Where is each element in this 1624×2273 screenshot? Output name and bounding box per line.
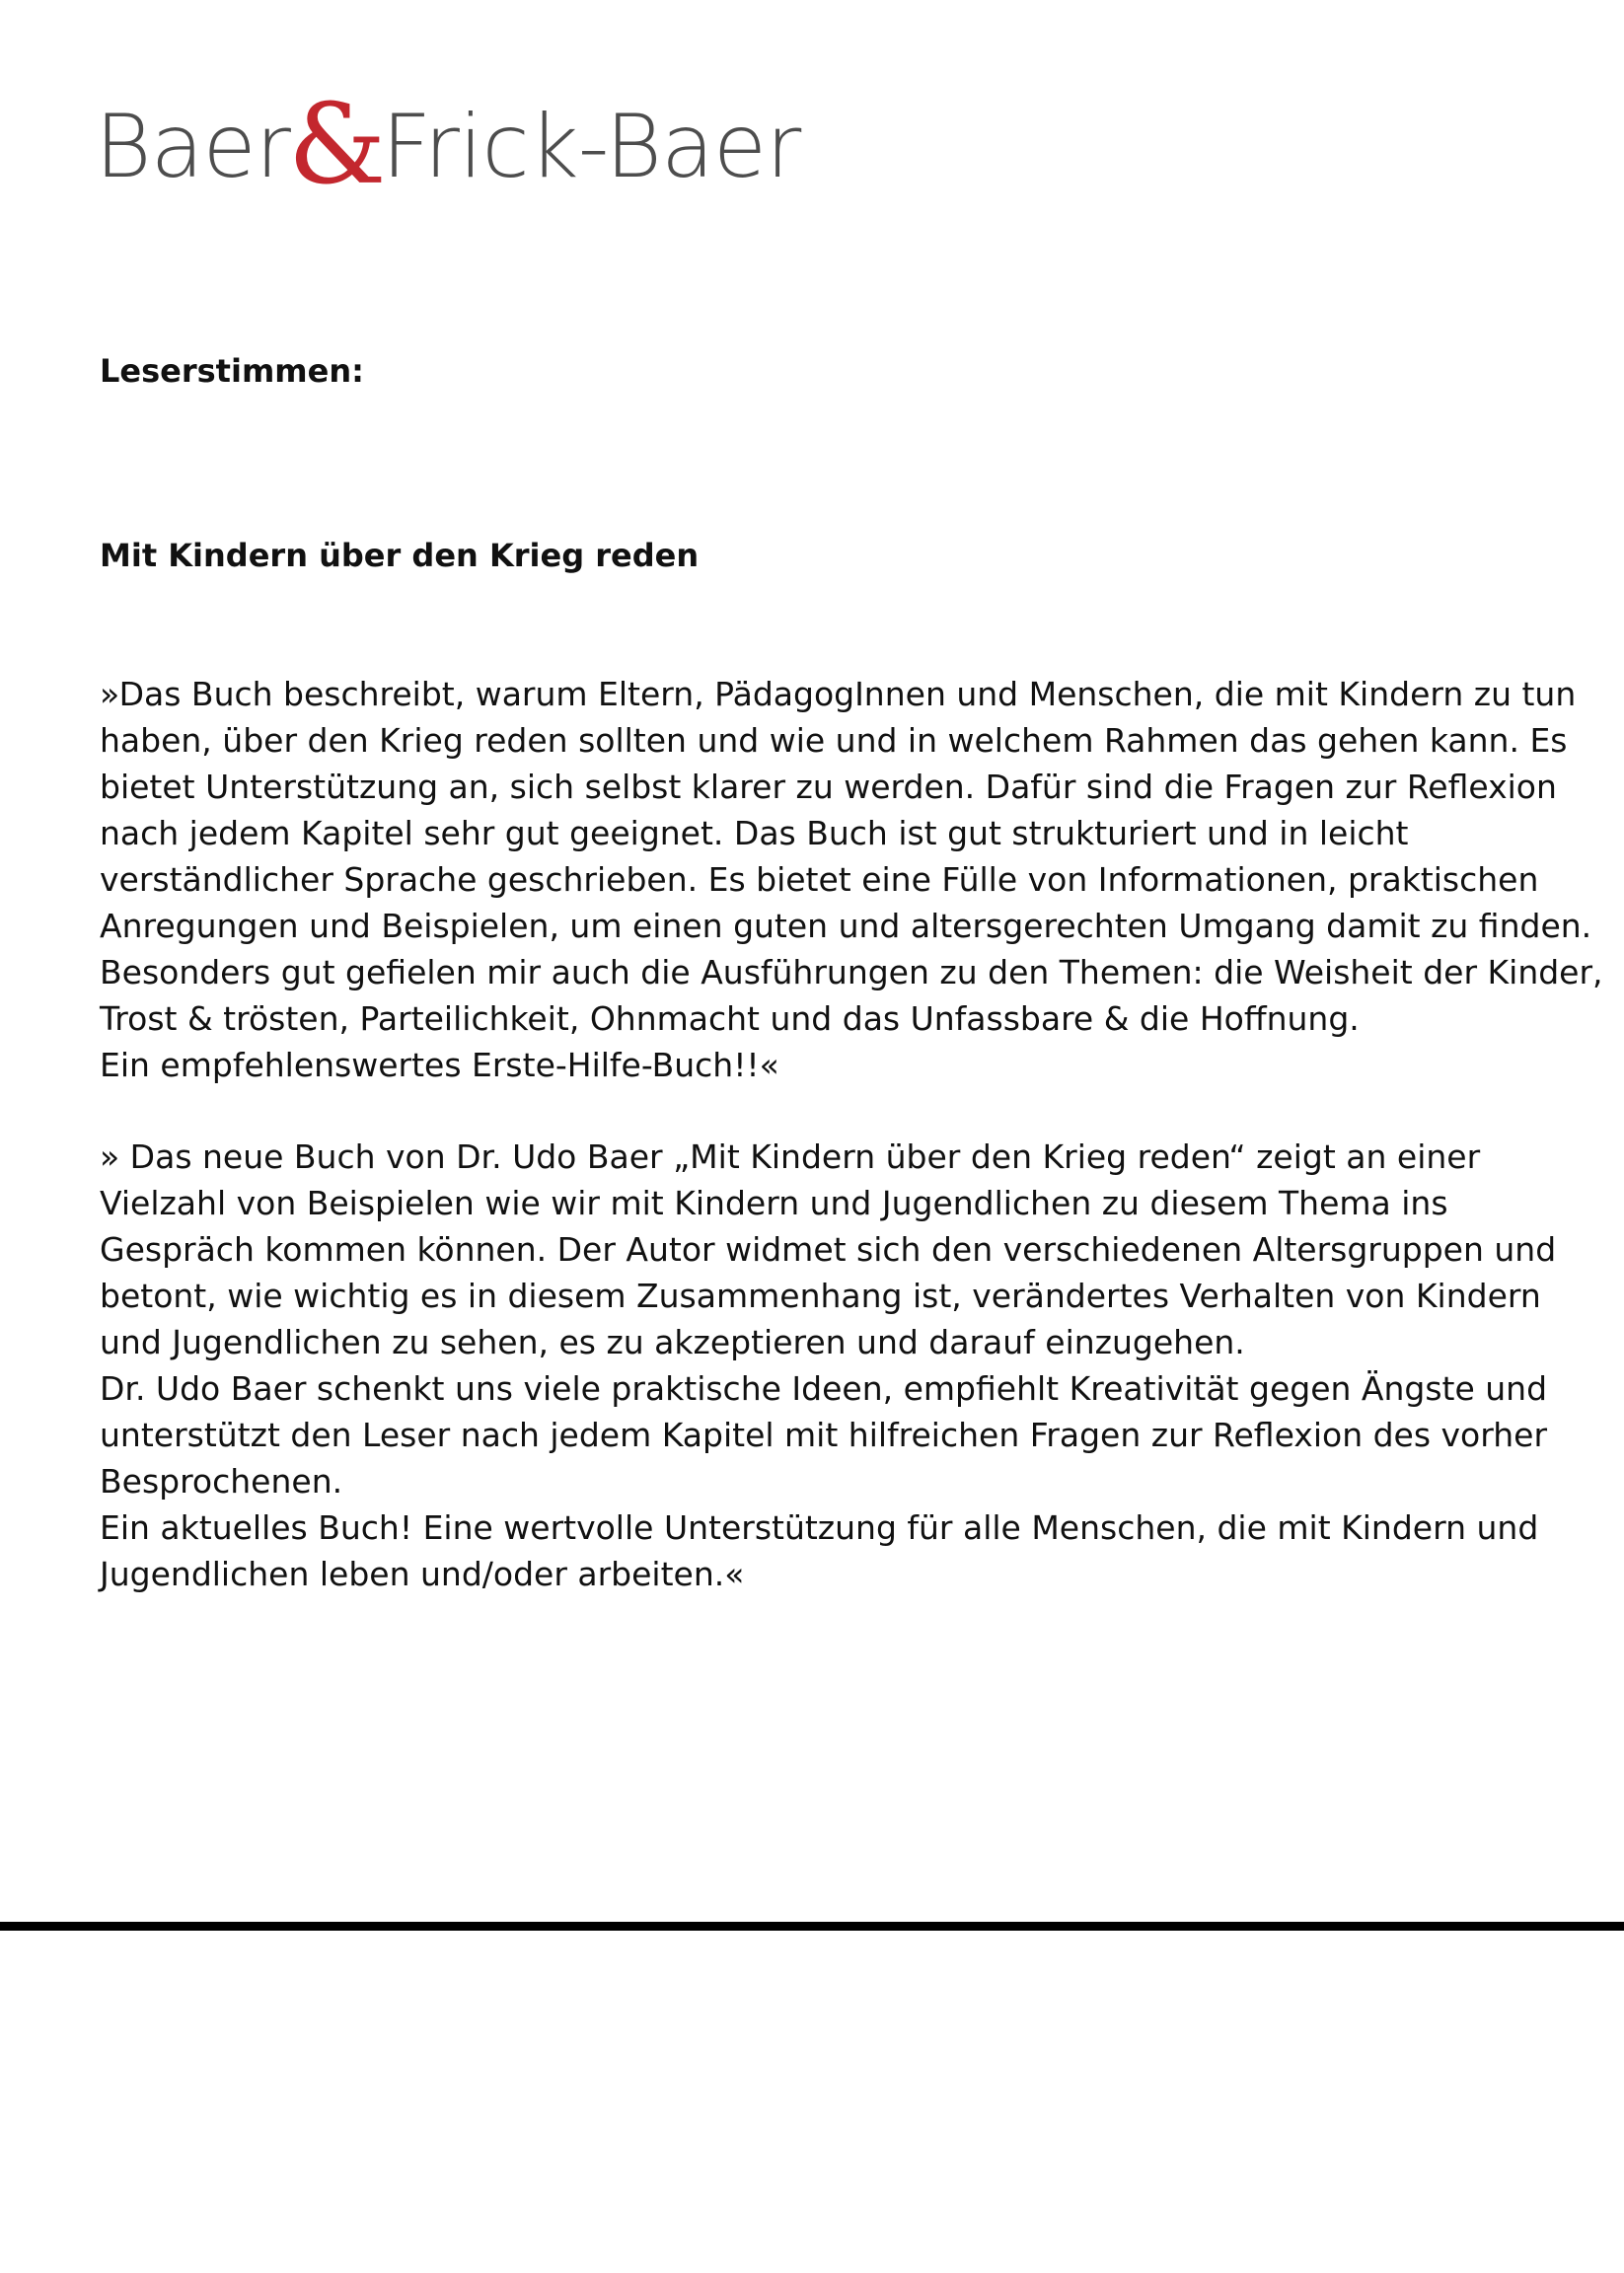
quote-line: Dr. Udo Baer schenkt uns viele praktische Ideen, empfiehlt Kreativität gegen Ängste und — [100, 1369, 1548, 1408]
quote-line: bietet Unterstützung an, sich selbst klarer zu werden. Dafür sind die Fragen zur Reflexion — [100, 768, 1557, 806]
quote-line: unterstützt den Leser nach jedem Kapitel mit hilfreichen Fragen zur Reflexion des vorher — [100, 1416, 1548, 1454]
quote-line: » Das neue Buch von Dr. Udo Baer „Mit Kindern über den Krieg reden“ zeigt an einer — [100, 1137, 1481, 1176]
quote-line: Trost & trösten, Parteilichkeit, Ohnmacht und das Unfassbare & die Hoffnung. — [100, 999, 1360, 1038]
quote-line: und Jugendlichen zu sehen, es zu akzeptieren und darauf einzugehen. — [100, 1323, 1245, 1361]
book-title: Mit Kindern über den Krieg reden — [100, 537, 700, 574]
reader-quote-2 — [100, 1134, 1557, 1597]
reader-quote-1 — [100, 671, 1603, 1088]
quote-line: betont, wie wichtig es in diesem Zusammenhang ist, verändertes Verhalten von Kindern — [100, 1277, 1541, 1315]
logo-text-frick-baer: Frick-Baer — [381, 96, 801, 197]
quote-line: nach jedem Kapitel sehr gut geeignet. Das Buch ist gut strukturiert und in leicht — [100, 814, 1409, 852]
quote-line: Vielzahl von Beispielen wie wir mit Kindern und Jugendlichen zu diesem Thema ins — [100, 1184, 1448, 1222]
quote-line: Jugendlichen leben und/oder arbeiten.« — [100, 1555, 745, 1593]
quote-line: haben, über den Krieg reden sollten und wie und in welchem Rahmen das gehen kann. Es — [100, 721, 1568, 760]
section-heading: Leserstimmen: — [100, 352, 364, 390]
quote-line: Anregungen und Beispielen, um einen guten und altersgerechten Umgang damit zu finden. — [100, 907, 1592, 945]
quote-line: »Das Buch beschreibt, warum Eltern, PädagogInnen und Menschen, die mit Kindern zu tun — [100, 675, 1577, 713]
quote-line: Besonders gut gefielen mir auch die Ausführungen zu den Themen: die Weisheit der Kinder, — [100, 953, 1603, 991]
quote-line: Ein empfehlenswertes Erste-Hilfe-Buch!!« — [100, 1046, 779, 1084]
logo-ampersand: & — [287, 81, 386, 209]
publisher-logo — [95, 81, 801, 209]
horizontal-divider — [0, 1922, 1624, 1931]
quote-line: Ein aktuelles Buch! Eine wertvolle Unterstützung für alle Menschen, die mit Kindern und — [100, 1508, 1539, 1547]
quote-line: verständlicher Sprache geschrieben. Es bietet eine Fülle von Informationen, praktischen — [100, 860, 1539, 899]
quote-line: Gespräch kommen können. Der Autor widmet sich den verschiedenen Altersgruppen und — [100, 1230, 1557, 1269]
logo-text-baer: Baer — [95, 96, 290, 197]
quote-line: Besprochenen. — [100, 1462, 343, 1501]
